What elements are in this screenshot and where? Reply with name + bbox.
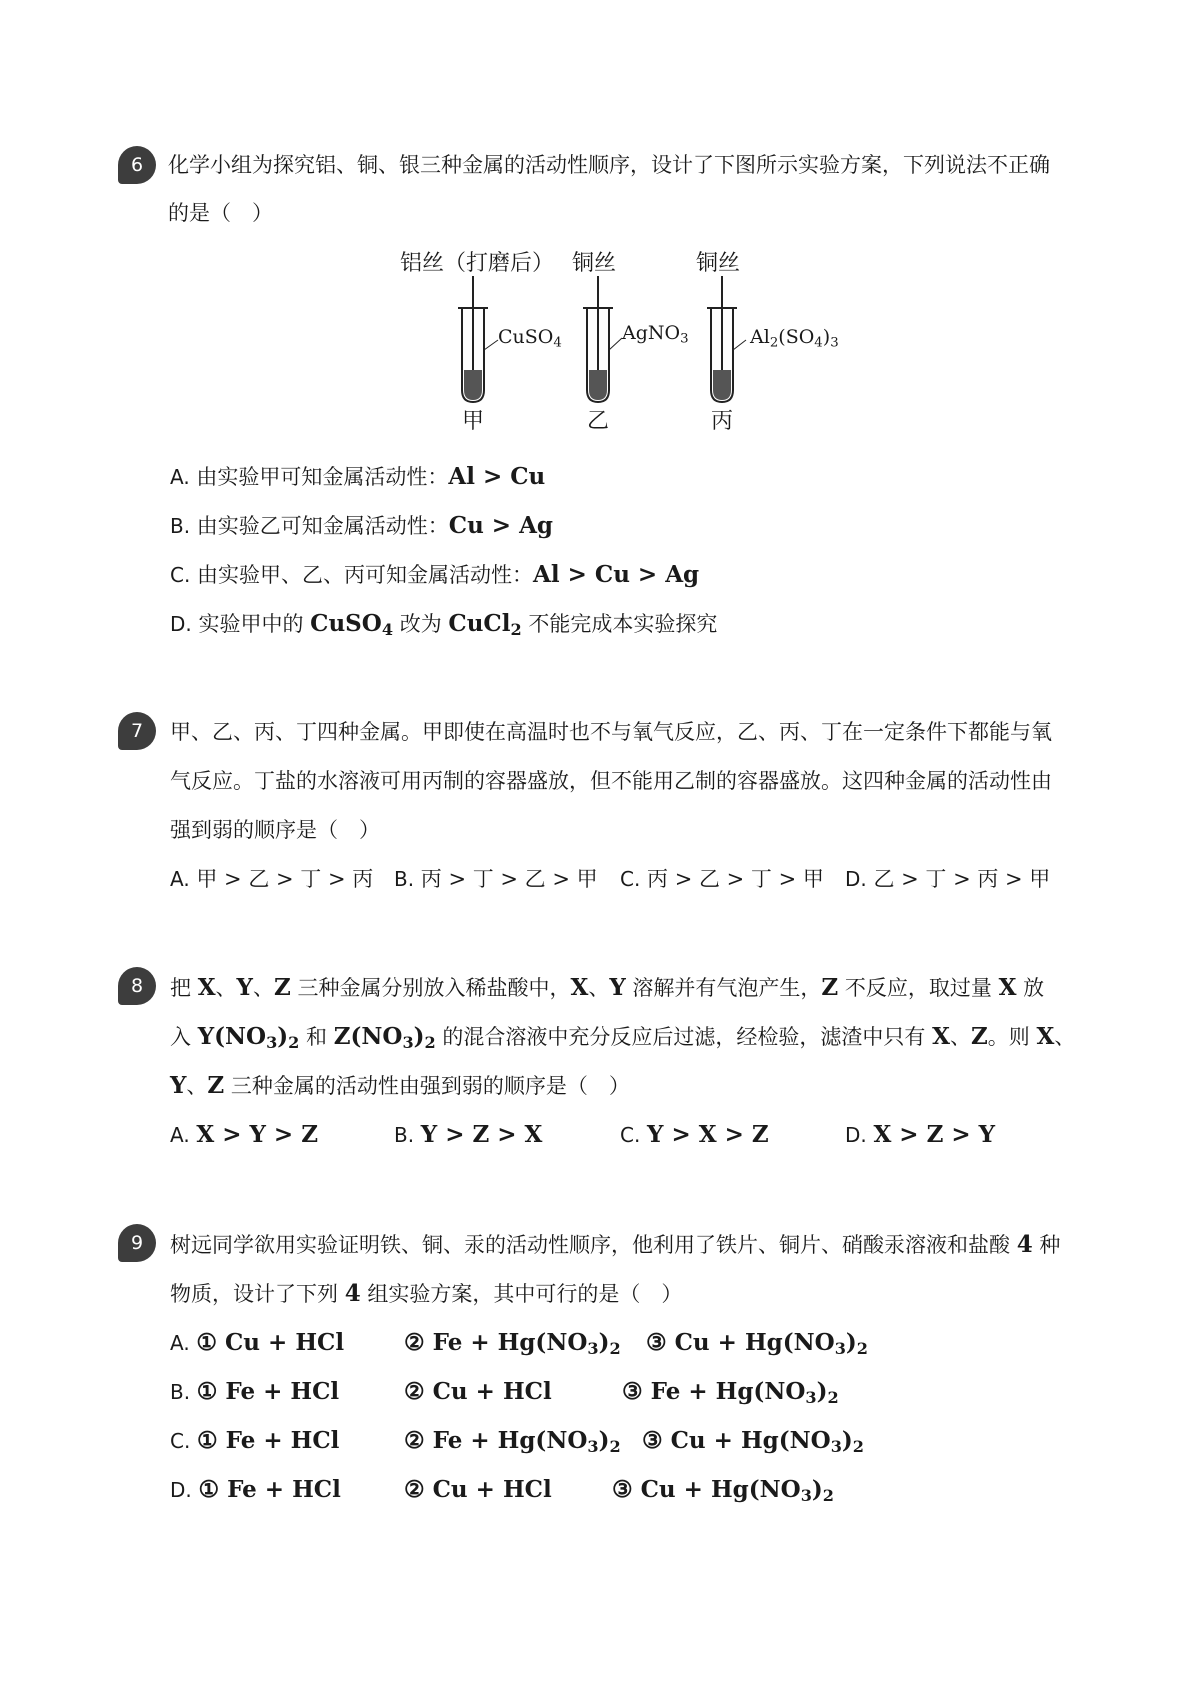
tube-label: 甲 xyxy=(462,409,485,434)
question-number-badge xyxy=(118,967,156,1005)
tube-label: 乙 xyxy=(587,409,610,434)
question-number: 6 xyxy=(130,154,144,176)
question-number: 9 xyxy=(130,1232,144,1254)
option-d[interactable]: D. 实验甲中的 CuSO$_4$ 改为 CuCl$_2$ 不能完成本实验探究 xyxy=(170,610,718,640)
test-tube-jia xyxy=(458,308,498,402)
option-d[interactable]: D. X > Z > Y xyxy=(845,1121,996,1148)
solution-label: CuSO$_4$ xyxy=(498,326,562,351)
option-b[interactable]: B. 丙 > 丁 > 乙 > 甲 xyxy=(394,867,598,891)
wire-label: 铝丝（打磨后） xyxy=(400,251,555,276)
question-stem: 物质，设计了下列 4 组实验方案，其中可行的是（ ） xyxy=(170,1280,683,1307)
question-number-badge xyxy=(118,712,156,750)
question-stem: 入 $Y(NO_3)_2$ 和 $Z(NO_3)_2$ 的混合溶液中充分反应后过滤，经检验，滤渣中只有 X、Z。则 X、 xyxy=(170,1023,1076,1053)
solution-label: AgNO$_3$ xyxy=(622,322,689,347)
option-c[interactable]: C. 丙 > 乙 > 丁 > 甲 xyxy=(620,867,824,891)
solution-label: $Al_2(SO_4)_3$ xyxy=(750,326,839,351)
wire-label: 铜丝 xyxy=(572,251,617,276)
wire-label: 铜丝 xyxy=(696,251,741,276)
question-stem: 甲、乙、丙、丁四种金属。甲即使在高温时也不与氧气反应，乙、丙、丁在一定条件下都能与氧 xyxy=(170,720,1052,744)
option-b[interactable]: B. 由实验乙可知金属活动性：Cu > Ag xyxy=(170,512,554,539)
question-stem: 的是（ ） xyxy=(168,201,273,225)
option-a[interactable]: A. 甲 > 乙 > 丁 > 丙 xyxy=(170,867,374,891)
question-number-badge xyxy=(118,1224,156,1262)
question-stem: 强到弱的顺序是（ ） xyxy=(170,818,380,842)
question-stem: 化学小组为探究铝、铜、银三种金属的活动性顺序，设计了下图所示实验方案，下列说法不正确 xyxy=(168,153,1050,177)
question-number: 7 xyxy=(130,720,144,742)
tube-label: 丙 xyxy=(711,409,734,434)
test-tube-bing xyxy=(707,308,746,402)
question-stem: 把 X、Y、Z 三种金属分别放入稀盐酸中，X、Y 溶解并有气泡产生，Z 不反应，取过量 X 放 xyxy=(170,974,1045,1001)
question-stem: 气反应。丁盐的水溶液可用丙制的容器盛放，但不能用乙制的容器盛放。这四种金属的活动性由 xyxy=(170,769,1052,793)
question-stem: Y、Z 三种金属的活动性由强到弱的顺序是（ ） xyxy=(170,1072,630,1099)
option-a[interactable]: A. X > Y > Z xyxy=(170,1121,319,1148)
question-number-badge xyxy=(118,146,156,184)
option-c[interactable]: C. Y > X > Z xyxy=(620,1121,769,1148)
option-a[interactable]: A. 由实验甲可知金属活动性：Al > Cu xyxy=(170,463,546,490)
option-b[interactable]: B. Y > Z > X xyxy=(394,1121,543,1148)
question-number: 8 xyxy=(130,975,144,997)
option-c[interactable]: C. 由实验甲、乙、丙可知金属活动性：Al > Cu > Ag xyxy=(170,561,700,588)
option-d[interactable]: D. 乙 > 丁 > 丙 > 甲 xyxy=(845,867,1051,891)
experiment-figure xyxy=(400,240,839,434)
test-tube-yi xyxy=(583,308,622,402)
question-stem: 树远同学欲用实验证明铁、铜、汞的活动性顺序，他利用了铁片、铜片、硝酸汞溶液和盐酸 4 种 xyxy=(170,1231,1061,1258)
